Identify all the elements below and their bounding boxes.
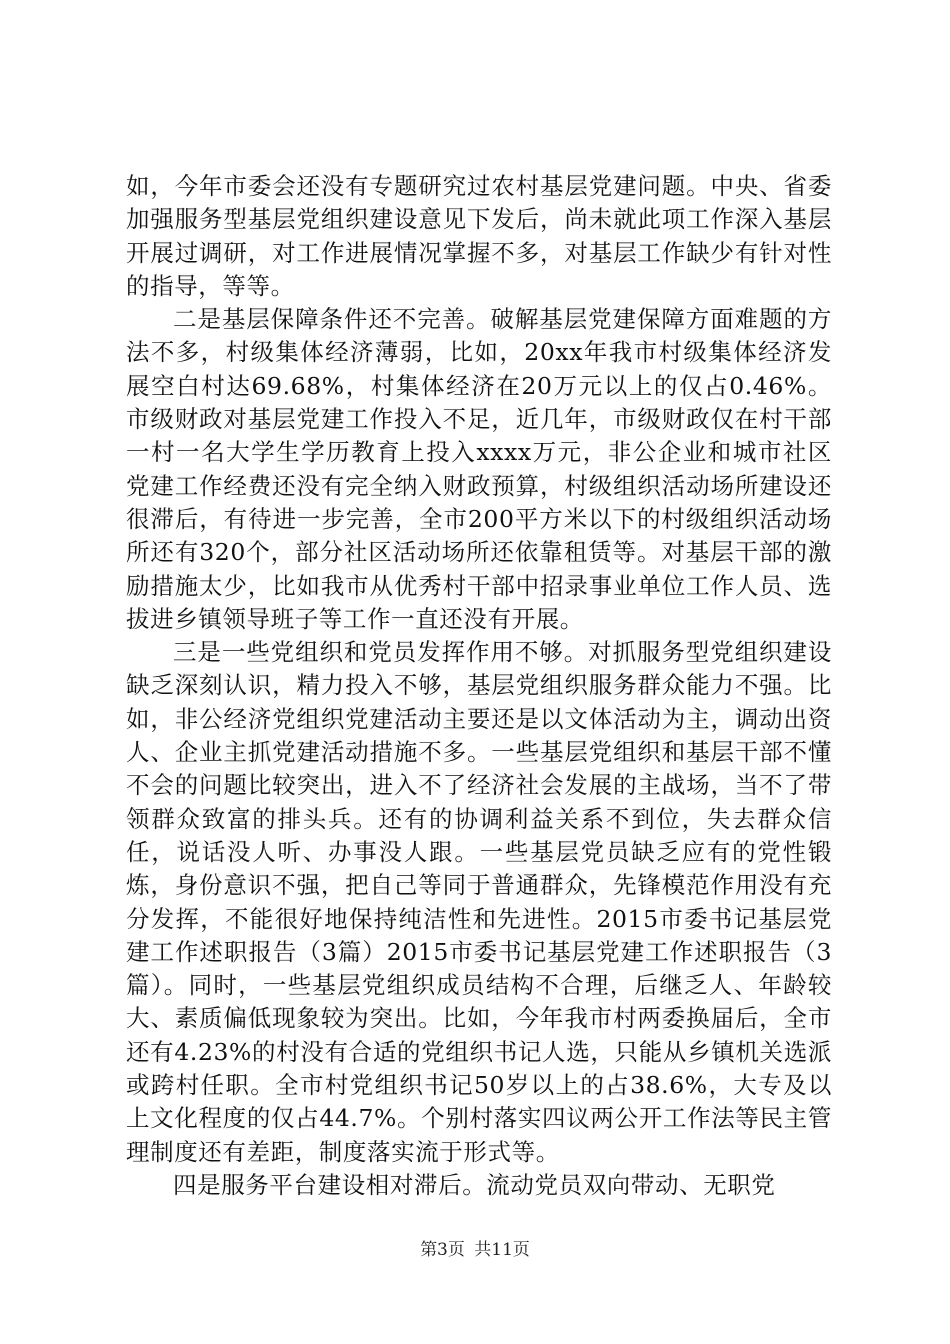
page-footer	[0, 1238, 950, 1262]
page-number: 第3页	[420, 1240, 465, 1260]
page-total: 共11页	[474, 1240, 530, 1260]
paragraph-1: 如，今年市委会还没有专题研究过农村基层党建问题。中央、省委加强服务型基层党组织建设意见下发后，尚未就此项工作深入基层开展过调研，对工作进展情况掌握不多，对基层工作缺少有针对性的指导，等等。	[126, 172, 832, 300]
document-body	[126, 170, 832, 1202]
paragraph-3: 三是一些党组织和党员发挥作用不够。对抓服务型党组织建设缺乏深刻认识，精力投入不够，基层党组织服务群众能力不强。比如，非公经济党组织党建活动主要还是以文体活动为主，调动出资人、企业主抓党建活动措施不多。一些基层党组织和基层干部不懂不会的问题比较突出，进入不了经济社会发展的主战场，当不了带领群众致富的排头兵。还有的协调利益关系不到位，失去群众信任，说话没人听、办事没人跟。一些基层党员缺乏应有的党性锻炼，身份意识不强，把自己等同于普通群众，先锋模范作用没有充分发挥，不能很好地保持纯洁性和先进性。2015市委书记基层党建工作述职报告（3篇）2015市委书记基层党建工作述职报告（3篇）。同时，一些基层党组织成员结构不合理，后继乏人、年龄较大、素质偏低现象较为突出。比如，今年我市村两委换届后，全市还有4.23%的村没有合适的党组织书记人选，只能从乡镇机关选派或跨村任职。全市村党组织书记50岁以上的占38.6%，大专及以上文化程度的仅占44.7%。个别村落实四议两公开工作法等民主管理制度还有差距，制度落实流于形式等。	[126, 638, 832, 1166]
paragraph-4: 四是服务平台建设相对滞后。流动党员双向带动、无职党	[173, 1170, 776, 1199]
paragraph-2: 二是基层保障条件还不完善。破解基层党建保障方面难题的方法不多，村级集体经济薄弱，比如，20xx年我市村级集体经济发展空白村达69.68%，村集体经济在20万元以上的仅占0.46%。市级财政对基层党建工作投入不足，近几年，市级财政仅在村干部一村一名大学生学历教育上投入xxxx万元，非公企业和城市社区党建工作经费还没有完全纳入财政预算，村级组织活动场所建设还很滞后，有待进一步完善，全市200平方米以下的村级组织活动场所还有320个，部分社区活动场所还依靠租赁等。对基层干部的激励措施太少，比如我市从优秀村干部中招录事业单位工作人员、选拔进乡镇领导班子等工作一直还没有开展。	[126, 305, 832, 633]
